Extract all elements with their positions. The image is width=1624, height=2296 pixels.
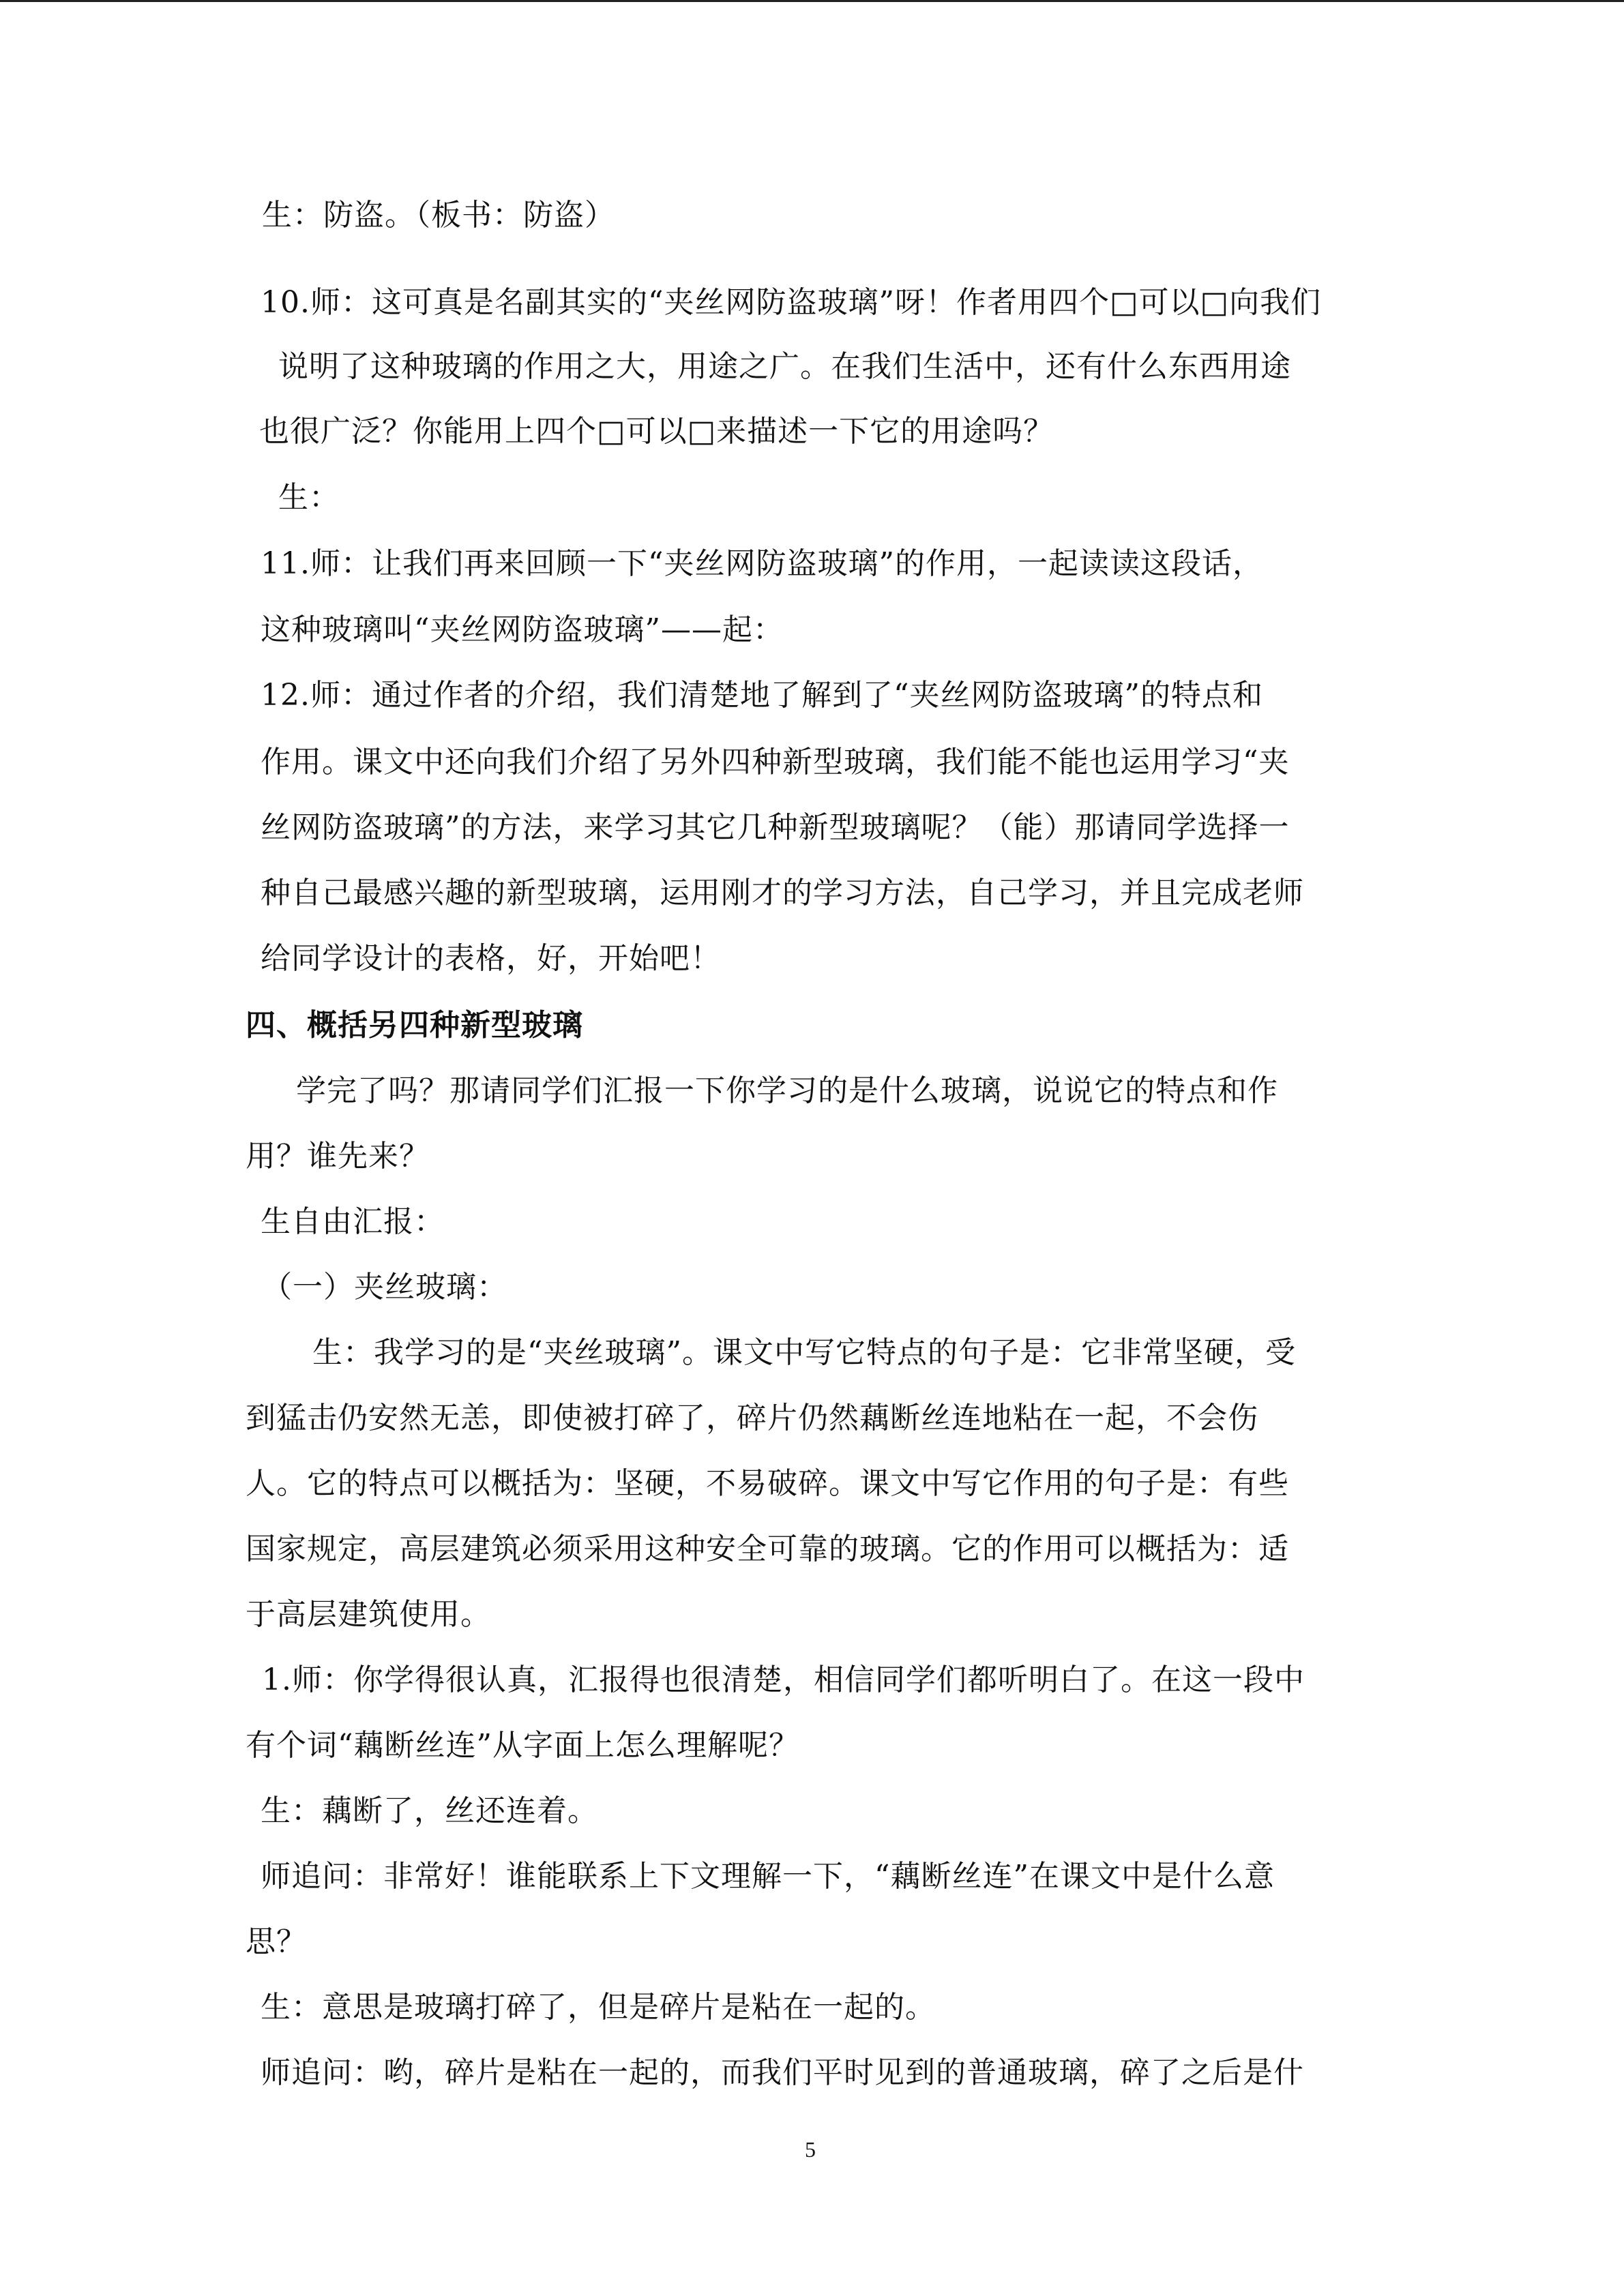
text-line: 11.师：让我们再来回顾一下“夹丝网防盗玻璃”的作用，一起读读这段话， [261, 546, 1263, 581]
text-line: 也很广泛？你能用上四个□可以□来描述一下它的用途吗？ [259, 414, 1054, 449]
text-line: 到猛击仍安然无恙，即使被打碎了，碎片仍然藕断丝连地粘在一起，不会伤 [246, 1401, 1258, 1435]
text-line: 思？ [246, 1924, 307, 1959]
text-line: 学完了吗？那请同学们汇报一下你学习的是什么玻璃，说说它的特点和作 [296, 1073, 1278, 1108]
text-line: 生：防盗。（板书：防盗） [262, 198, 615, 233]
text-line: 12.师：通过作者的介绍，我们清楚地了解到了“夹丝网防盗玻璃”的特点和 [261, 678, 1263, 713]
section-heading: 四、概括另四种新型玻璃 [246, 1008, 583, 1043]
text-line: 这种玻璃叫“夹丝网防盗玻璃”——起： [261, 612, 784, 647]
text-line: 生：藕断了，丝还连着。 [261, 1793, 598, 1828]
text-line: 人。它的特点可以概括为：坚硬，不易破碎。课文中写它作用的句子是：有些 [246, 1466, 1289, 1501]
subsection-heading: （一）夹丝玻璃： [262, 1270, 507, 1304]
text-line: 丝网防盗玻璃”的方法，来学习其它几种新型玻璃呢？（能）那请同学选择一 [261, 810, 1290, 845]
text-line: 于高层建筑使用。 [246, 1597, 491, 1632]
text-line: 给同学设计的表格，好，开始吧！ [261, 941, 721, 976]
text-line: 种自己最感兴趣的新型玻璃，运用刚才的学习方法，自己学习，并且完成老师 [261, 876, 1304, 910]
text-line: 生： [278, 480, 340, 515]
page-number: 5 [805, 2137, 816, 2162]
text-line: 国家规定，高层建筑必须采用这种安全可靠的玻璃。它的作用可以概括为：适 [246, 1532, 1289, 1566]
text-line: 作用。课文中还向我们介绍了另外四种新型玻璃，我们能不能也运用学习“夹 [261, 745, 1290, 779]
text-line: 师追问：哟，碎片是粘在一起的，而我们平时见到的普通玻璃，碎了之后是什 [261, 2055, 1304, 2090]
text-line: 生：意思是玻璃打碎了，但是碎片是粘在一起的。 [261, 1990, 936, 2025]
text-line: 师追问：非常好！谁能联系上下文理解一下，“藕断丝连”在课文中是什么意 [261, 1859, 1275, 1894]
text-line: 10.师：这可真是名副其实的“夹丝网防盗玻璃”呀！作者用四个□可以□向我们 [261, 285, 1322, 320]
text-line: 说明了这种玻璃的作用之大，用途之广。在我们生活中，还有什么东西用途 [278, 349, 1291, 384]
top-border [0, 0, 1624, 2]
text-line: 有个词“藕断丝连”从字面上怎么理解呢？ [246, 1728, 799, 1763]
text-line: 生：我学习的是“夹丝玻璃”。课文中写它特点的句子是：它非常坚硬，受 [312, 1335, 1296, 1370]
text-line: 生自由汇报： [261, 1204, 445, 1239]
text-line: 1.师：你学得很认真，汇报得也很清楚，相信同学们都听明白了。在这一段中 [262, 1663, 1305, 1697]
text-line: 用？谁先来？ [246, 1139, 430, 1174]
